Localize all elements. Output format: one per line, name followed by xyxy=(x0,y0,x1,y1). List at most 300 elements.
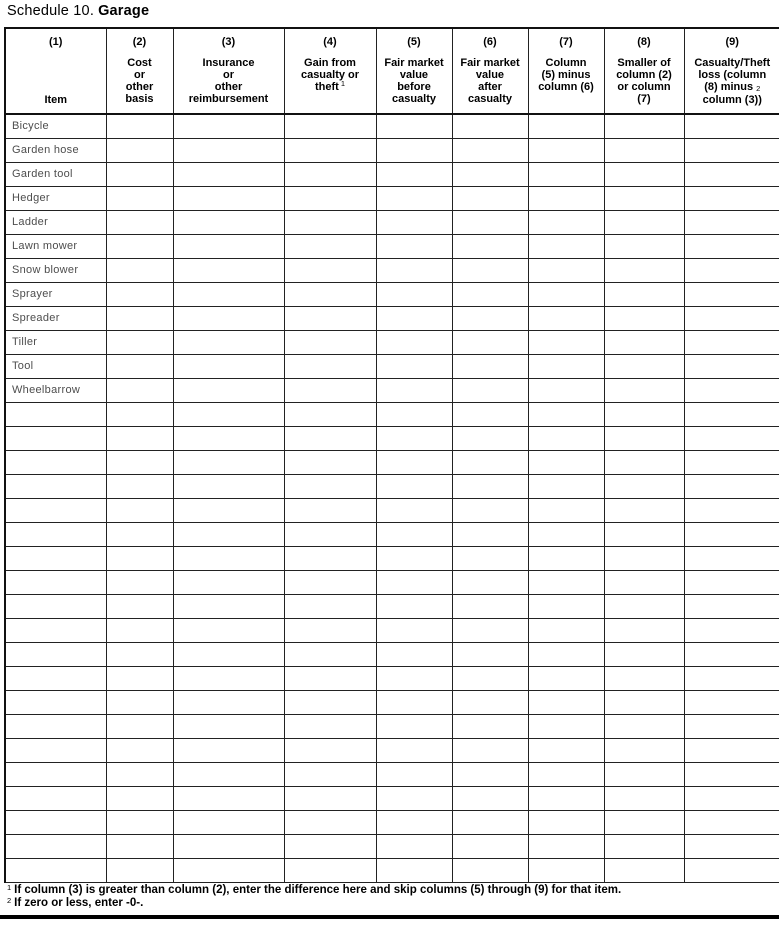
entry-cell[interactable] xyxy=(528,258,604,282)
entry-cell[interactable] xyxy=(452,450,528,474)
entry-cell[interactable] xyxy=(376,474,452,498)
empty-row xyxy=(5,546,779,570)
entry-cell[interactable] xyxy=(106,690,173,714)
entry-cell[interactable] xyxy=(376,258,452,282)
entry-cell[interactable] xyxy=(173,834,284,858)
entry-cell[interactable] xyxy=(452,114,528,138)
entry-cell[interactable] xyxy=(173,138,284,162)
entry-cell[interactable] xyxy=(604,402,684,426)
entry-cell[interactable] xyxy=(528,738,604,762)
entry-cell[interactable] xyxy=(284,114,376,138)
entry-cell[interactable] xyxy=(452,138,528,162)
entry-cell[interactable] xyxy=(376,234,452,258)
entry-cell[interactable] xyxy=(376,522,452,546)
entry-cell[interactable] xyxy=(528,186,604,210)
item-entry-cell[interactable] xyxy=(5,642,106,666)
entry-cell[interactable] xyxy=(452,690,528,714)
entry-cell[interactable] xyxy=(106,162,173,186)
entry-cell[interactable] xyxy=(604,474,684,498)
empty-row xyxy=(5,714,779,738)
entry-cell[interactable] xyxy=(284,618,376,642)
column-number: (6) xyxy=(483,36,497,48)
entry-cell[interactable] xyxy=(452,666,528,690)
entry-cell[interactable] xyxy=(604,570,684,594)
entry-cell[interactable] xyxy=(106,354,173,378)
column-number: (1) xyxy=(49,36,63,48)
entry-cell[interactable] xyxy=(284,498,376,522)
entry-cell[interactable] xyxy=(604,522,684,546)
entry-cell[interactable] xyxy=(452,162,528,186)
footnote-marker: 1 xyxy=(340,79,345,88)
column-title: Fair market value before casualty xyxy=(384,57,444,105)
item-entry-cell[interactable] xyxy=(5,690,106,714)
entry-cell[interactable] xyxy=(376,690,452,714)
entry-cell[interactable] xyxy=(173,786,284,810)
entry-cell[interactable] xyxy=(452,306,528,330)
entry-cell[interactable] xyxy=(528,402,604,426)
empty-row xyxy=(5,666,779,690)
empty-row xyxy=(5,738,779,762)
entry-cell[interactable] xyxy=(376,714,452,738)
entry-cell[interactable] xyxy=(376,786,452,810)
item-entry-cell[interactable] xyxy=(5,738,106,762)
entry-cell[interactable] xyxy=(684,306,779,330)
entry-cell[interactable] xyxy=(604,786,684,810)
column-number: (8) xyxy=(637,36,651,48)
entry-cell[interactable] xyxy=(528,114,604,138)
entry-cell[interactable] xyxy=(684,642,779,666)
entry-cell[interactable] xyxy=(106,258,173,282)
entry-cell[interactable] xyxy=(284,858,376,882)
entry-cell[interactable] xyxy=(173,402,284,426)
entry-cell[interactable] xyxy=(284,330,376,354)
entry-cell[interactable] xyxy=(173,426,284,450)
entry-cell[interactable] xyxy=(528,594,604,618)
entry-cell[interactable] xyxy=(106,378,173,402)
empty-row xyxy=(5,498,779,522)
entry-cell[interactable] xyxy=(173,162,284,186)
entry-cell[interactable] xyxy=(528,282,604,306)
item-entry-cell[interactable] xyxy=(5,594,106,618)
entry-cell[interactable] xyxy=(452,714,528,738)
entry-cell[interactable] xyxy=(106,330,173,354)
entry-cell[interactable] xyxy=(284,306,376,330)
entry-cell[interactable] xyxy=(604,426,684,450)
entry-cell[interactable] xyxy=(376,450,452,474)
entry-cell[interactable] xyxy=(684,186,779,210)
entry-cell[interactable] xyxy=(604,378,684,402)
item-entry-cell[interactable] xyxy=(5,618,106,642)
entry-cell[interactable] xyxy=(284,642,376,666)
entry-cell[interactable] xyxy=(684,378,779,402)
entry-cell[interactable] xyxy=(684,354,779,378)
entry-cell[interactable] xyxy=(376,210,452,234)
entry-cell[interactable] xyxy=(528,306,604,330)
entry-cell[interactable] xyxy=(106,138,173,162)
entry-cell[interactable] xyxy=(284,378,376,402)
column-title: Column (5) minus column (6) xyxy=(538,57,594,93)
entry-cell[interactable] xyxy=(684,522,779,546)
empty-row xyxy=(5,618,779,642)
entry-cell[interactable] xyxy=(528,138,604,162)
entry-cell[interactable] xyxy=(684,786,779,810)
entry-cell[interactable] xyxy=(284,738,376,762)
entry-cell[interactable] xyxy=(528,786,604,810)
entry-cell[interactable] xyxy=(106,618,173,642)
entry-cell[interactable] xyxy=(452,210,528,234)
entry-cell[interactable] xyxy=(528,690,604,714)
entry-cell[interactable] xyxy=(106,306,173,330)
item-row xyxy=(5,186,779,210)
entry-cell[interactable] xyxy=(684,762,779,786)
entry-cell[interactable] xyxy=(284,186,376,210)
entry-cell[interactable] xyxy=(376,642,452,666)
entry-cell[interactable] xyxy=(284,546,376,570)
entry-cell[interactable] xyxy=(106,666,173,690)
entry-cell[interactable] xyxy=(173,666,284,690)
entry-cell[interactable] xyxy=(684,570,779,594)
entry-cell[interactable] xyxy=(684,498,779,522)
entry-cell[interactable] xyxy=(528,210,604,234)
entry-cell[interactable] xyxy=(452,618,528,642)
entry-cell[interactable] xyxy=(684,258,779,282)
item-entry-cell[interactable] xyxy=(5,666,106,690)
entry-cell[interactable] xyxy=(173,282,284,306)
entry-cell[interactable] xyxy=(173,714,284,738)
entry-cell[interactable] xyxy=(604,282,684,306)
entry-cell[interactable] xyxy=(452,834,528,858)
entry-cell[interactable] xyxy=(173,522,284,546)
entry-cell[interactable] xyxy=(604,762,684,786)
entry-cell[interactable] xyxy=(173,114,284,138)
entry-cell[interactable] xyxy=(604,690,684,714)
entry-cell[interactable] xyxy=(684,666,779,690)
entry-cell[interactable] xyxy=(684,402,779,426)
entry-cell[interactable] xyxy=(106,642,173,666)
entry-cell[interactable] xyxy=(452,594,528,618)
entry-cell[interactable] xyxy=(604,498,684,522)
entry-cell[interactable] xyxy=(452,282,528,306)
entry-cell[interactable] xyxy=(284,282,376,306)
entry-cell[interactable] xyxy=(284,666,376,690)
entry-cell[interactable] xyxy=(452,522,528,546)
entry-cell[interactable] xyxy=(173,546,284,570)
entry-cell[interactable] xyxy=(604,594,684,618)
entry-cell[interactable] xyxy=(106,114,173,138)
entry-cell[interactable] xyxy=(376,546,452,570)
entry-cell[interactable] xyxy=(376,498,452,522)
entry-cell[interactable] xyxy=(376,834,452,858)
entry-cell[interactable] xyxy=(106,594,173,618)
empty-row xyxy=(5,858,779,882)
entry-cell[interactable] xyxy=(452,738,528,762)
entry-cell[interactable] xyxy=(284,450,376,474)
entry-cell[interactable] xyxy=(106,474,173,498)
entry-cell[interactable] xyxy=(528,378,604,402)
column-number: (7) xyxy=(559,36,573,48)
entry-cell[interactable] xyxy=(376,354,452,378)
item-entry-cell[interactable] xyxy=(5,714,106,738)
item-entry-cell[interactable] xyxy=(5,570,106,594)
entry-cell[interactable] xyxy=(173,618,284,642)
entry-cell[interactable] xyxy=(684,282,779,306)
entry-cell[interactable] xyxy=(284,762,376,786)
item-cell: Bicycle xyxy=(5,114,106,138)
item-entry-cell[interactable] xyxy=(5,834,106,858)
item-entry-cell[interactable] xyxy=(5,858,106,882)
entry-cell[interactable] xyxy=(604,810,684,834)
entry-cell[interactable] xyxy=(604,738,684,762)
entry-cell[interactable] xyxy=(452,426,528,450)
entry-cell[interactable] xyxy=(173,186,284,210)
entry-cell[interactable] xyxy=(528,162,604,186)
entry-cell[interactable] xyxy=(452,186,528,210)
entry-cell[interactable] xyxy=(284,570,376,594)
entry-cell[interactable] xyxy=(106,450,173,474)
entry-cell[interactable] xyxy=(604,546,684,570)
entry-cell[interactable] xyxy=(376,306,452,330)
entry-cell[interactable] xyxy=(684,450,779,474)
entry-cell[interactable] xyxy=(604,834,684,858)
entry-cell[interactable] xyxy=(376,858,452,882)
entry-cell[interactable] xyxy=(452,474,528,498)
entry-cell[interactable] xyxy=(173,570,284,594)
entry-cell[interactable] xyxy=(684,594,779,618)
entry-cell[interactable] xyxy=(452,402,528,426)
item-entry-cell[interactable] xyxy=(5,474,106,498)
entry-cell[interactable] xyxy=(684,114,779,138)
entry-cell[interactable] xyxy=(604,450,684,474)
item-entry-cell[interactable] xyxy=(5,450,106,474)
entry-cell[interactable] xyxy=(452,498,528,522)
entry-cell[interactable] xyxy=(173,306,284,330)
entry-cell[interactable] xyxy=(452,354,528,378)
entry-cell[interactable] xyxy=(604,114,684,138)
entry-cell[interactable] xyxy=(106,498,173,522)
entry-cell[interactable] xyxy=(284,522,376,546)
entry-cell[interactable] xyxy=(376,666,452,690)
entry-cell[interactable] xyxy=(106,402,173,426)
entry-cell[interactable] xyxy=(284,690,376,714)
entry-cell[interactable] xyxy=(284,474,376,498)
entry-cell[interactable] xyxy=(376,810,452,834)
entry-cell[interactable] xyxy=(604,666,684,690)
entry-cell[interactable] xyxy=(106,738,173,762)
entry-cell[interactable] xyxy=(284,426,376,450)
entry-cell[interactable] xyxy=(684,810,779,834)
entry-cell[interactable] xyxy=(604,234,684,258)
entry-cell[interactable] xyxy=(452,810,528,834)
entry-cell[interactable] xyxy=(106,762,173,786)
entry-cell[interactable] xyxy=(106,546,173,570)
entry-cell[interactable] xyxy=(284,258,376,282)
item-entry-cell[interactable] xyxy=(5,810,106,834)
entry-cell[interactable] xyxy=(376,114,452,138)
empty-row xyxy=(5,474,779,498)
entry-cell[interactable] xyxy=(106,858,173,882)
entry-cell[interactable] xyxy=(684,834,779,858)
entry-cell[interactable] xyxy=(106,522,173,546)
entry-cell[interactable] xyxy=(376,138,452,162)
entry-cell[interactable] xyxy=(528,642,604,666)
entry-cell[interactable] xyxy=(604,858,684,882)
entry-cell[interactable] xyxy=(284,594,376,618)
entry-cell[interactable] xyxy=(528,498,604,522)
entry-cell[interactable] xyxy=(684,426,779,450)
item-entry-cell[interactable] xyxy=(5,522,106,546)
entry-cell[interactable] xyxy=(452,786,528,810)
entry-cell[interactable] xyxy=(452,762,528,786)
entry-cell[interactable] xyxy=(452,234,528,258)
entry-cell[interactable] xyxy=(452,858,528,882)
entry-cell[interactable] xyxy=(173,642,284,666)
entry-cell[interactable] xyxy=(284,834,376,858)
entry-cell[interactable] xyxy=(604,138,684,162)
entry-cell[interactable] xyxy=(684,618,779,642)
entry-cell[interactable] xyxy=(173,858,284,882)
entry-cell[interactable] xyxy=(604,210,684,234)
entry-cell[interactable] xyxy=(528,474,604,498)
entry-cell[interactable] xyxy=(452,378,528,402)
entry-cell[interactable] xyxy=(173,450,284,474)
entry-cell[interactable] xyxy=(604,618,684,642)
item-entry-cell[interactable] xyxy=(5,786,106,810)
entry-cell[interactable] xyxy=(173,210,284,234)
entry-cell[interactable] xyxy=(173,234,284,258)
entry-cell[interactable] xyxy=(604,162,684,186)
entry-cell[interactable] xyxy=(684,162,779,186)
item-row xyxy=(5,354,779,378)
entry-cell[interactable] xyxy=(684,474,779,498)
entry-cell[interactable] xyxy=(173,594,284,618)
entry-cell[interactable] xyxy=(173,810,284,834)
entry-cell[interactable] xyxy=(173,354,284,378)
entry-cell[interactable] xyxy=(684,546,779,570)
entry-cell[interactable] xyxy=(528,234,604,258)
entry-cell[interactable] xyxy=(684,714,779,738)
entry-cell[interactable] xyxy=(376,162,452,186)
entry-cell[interactable] xyxy=(106,714,173,738)
entry-cell[interactable] xyxy=(684,210,779,234)
entry-cell[interactable] xyxy=(604,642,684,666)
entry-cell[interactable] xyxy=(452,570,528,594)
entry-cell[interactable] xyxy=(173,762,284,786)
entry-cell[interactable] xyxy=(452,546,528,570)
item-entry-cell[interactable] xyxy=(5,402,106,426)
entry-cell[interactable] xyxy=(528,522,604,546)
entry-cell[interactable] xyxy=(376,426,452,450)
entry-cell[interactable] xyxy=(376,402,452,426)
entry-cell[interactable] xyxy=(284,786,376,810)
entry-cell[interactable] xyxy=(604,330,684,354)
entry-cell[interactable] xyxy=(604,714,684,738)
entry-cell[interactable] xyxy=(106,570,173,594)
entry-cell[interactable] xyxy=(173,330,284,354)
item-row xyxy=(5,282,779,306)
entry-cell[interactable] xyxy=(106,426,173,450)
entry-cell[interactable] xyxy=(376,186,452,210)
entry-cell[interactable] xyxy=(173,378,284,402)
entry-cell[interactable] xyxy=(284,714,376,738)
entry-cell[interactable] xyxy=(528,810,604,834)
item-entry-cell[interactable] xyxy=(5,546,106,570)
entry-cell[interactable] xyxy=(284,402,376,426)
item-entry-cell[interactable] xyxy=(5,762,106,786)
entry-cell[interactable] xyxy=(106,234,173,258)
entry-cell[interactable] xyxy=(284,354,376,378)
entry-cell[interactable] xyxy=(528,354,604,378)
entry-cell[interactable] xyxy=(284,234,376,258)
entry-cell[interactable] xyxy=(604,354,684,378)
entry-cell[interactable] xyxy=(106,186,173,210)
entry-cell[interactable] xyxy=(376,618,452,642)
entry-cell[interactable] xyxy=(684,234,779,258)
entry-cell[interactable] xyxy=(106,786,173,810)
entry-cell[interactable] xyxy=(684,138,779,162)
entry-cell[interactable] xyxy=(284,210,376,234)
entry-cell[interactable] xyxy=(528,714,604,738)
column-number: (5) xyxy=(407,36,421,48)
entry-cell[interactable] xyxy=(528,426,604,450)
entry-cell[interactable] xyxy=(173,690,284,714)
entry-cell[interactable] xyxy=(604,186,684,210)
entry-cell[interactable] xyxy=(173,738,284,762)
entry-cell[interactable] xyxy=(284,138,376,162)
entry-cell[interactable] xyxy=(106,210,173,234)
entry-cell[interactable] xyxy=(452,258,528,282)
entry-cell[interactable] xyxy=(284,162,376,186)
item-entry-cell[interactable] xyxy=(5,498,106,522)
entry-cell[interactable] xyxy=(376,282,452,306)
entry-cell[interactable] xyxy=(528,834,604,858)
entry-cell[interactable] xyxy=(106,282,173,306)
entry-cell[interactable] xyxy=(604,258,684,282)
entry-cell[interactable] xyxy=(528,570,604,594)
entry-cell[interactable] xyxy=(173,474,284,498)
entry-cell[interactable] xyxy=(452,330,528,354)
entry-cell[interactable] xyxy=(528,762,604,786)
entry-cell[interactable] xyxy=(684,330,779,354)
entry-cell[interactable] xyxy=(684,690,779,714)
footnote-2-marker: 2 xyxy=(7,896,12,905)
entry-cell[interactable] xyxy=(173,258,284,282)
entry-cell[interactable] xyxy=(284,810,376,834)
entry-cell[interactable] xyxy=(684,858,779,882)
item-entry-cell[interactable] xyxy=(5,426,106,450)
entry-cell[interactable] xyxy=(528,450,604,474)
entry-cell[interactable] xyxy=(376,594,452,618)
entry-cell[interactable] xyxy=(106,834,173,858)
entry-cell[interactable] xyxy=(376,570,452,594)
empty-row xyxy=(5,690,779,714)
entry-cell[interactable] xyxy=(528,330,604,354)
entry-cell[interactable] xyxy=(604,306,684,330)
entry-cell[interactable] xyxy=(684,738,779,762)
entry-cell[interactable] xyxy=(528,858,604,882)
entry-cell[interactable] xyxy=(528,618,604,642)
entry-cell[interactable] xyxy=(173,498,284,522)
entry-cell[interactable] xyxy=(376,762,452,786)
entry-cell[interactable] xyxy=(376,330,452,354)
entry-cell[interactable] xyxy=(106,810,173,834)
column-header-7 xyxy=(528,28,604,114)
entry-cell[interactable] xyxy=(528,666,604,690)
entry-cell[interactable] xyxy=(452,642,528,666)
entry-cell[interactable] xyxy=(528,546,604,570)
entry-cell[interactable] xyxy=(376,378,452,402)
entry-cell[interactable] xyxy=(376,738,452,762)
footnote-2-text: If zero or less, enter -0-. xyxy=(14,897,144,909)
